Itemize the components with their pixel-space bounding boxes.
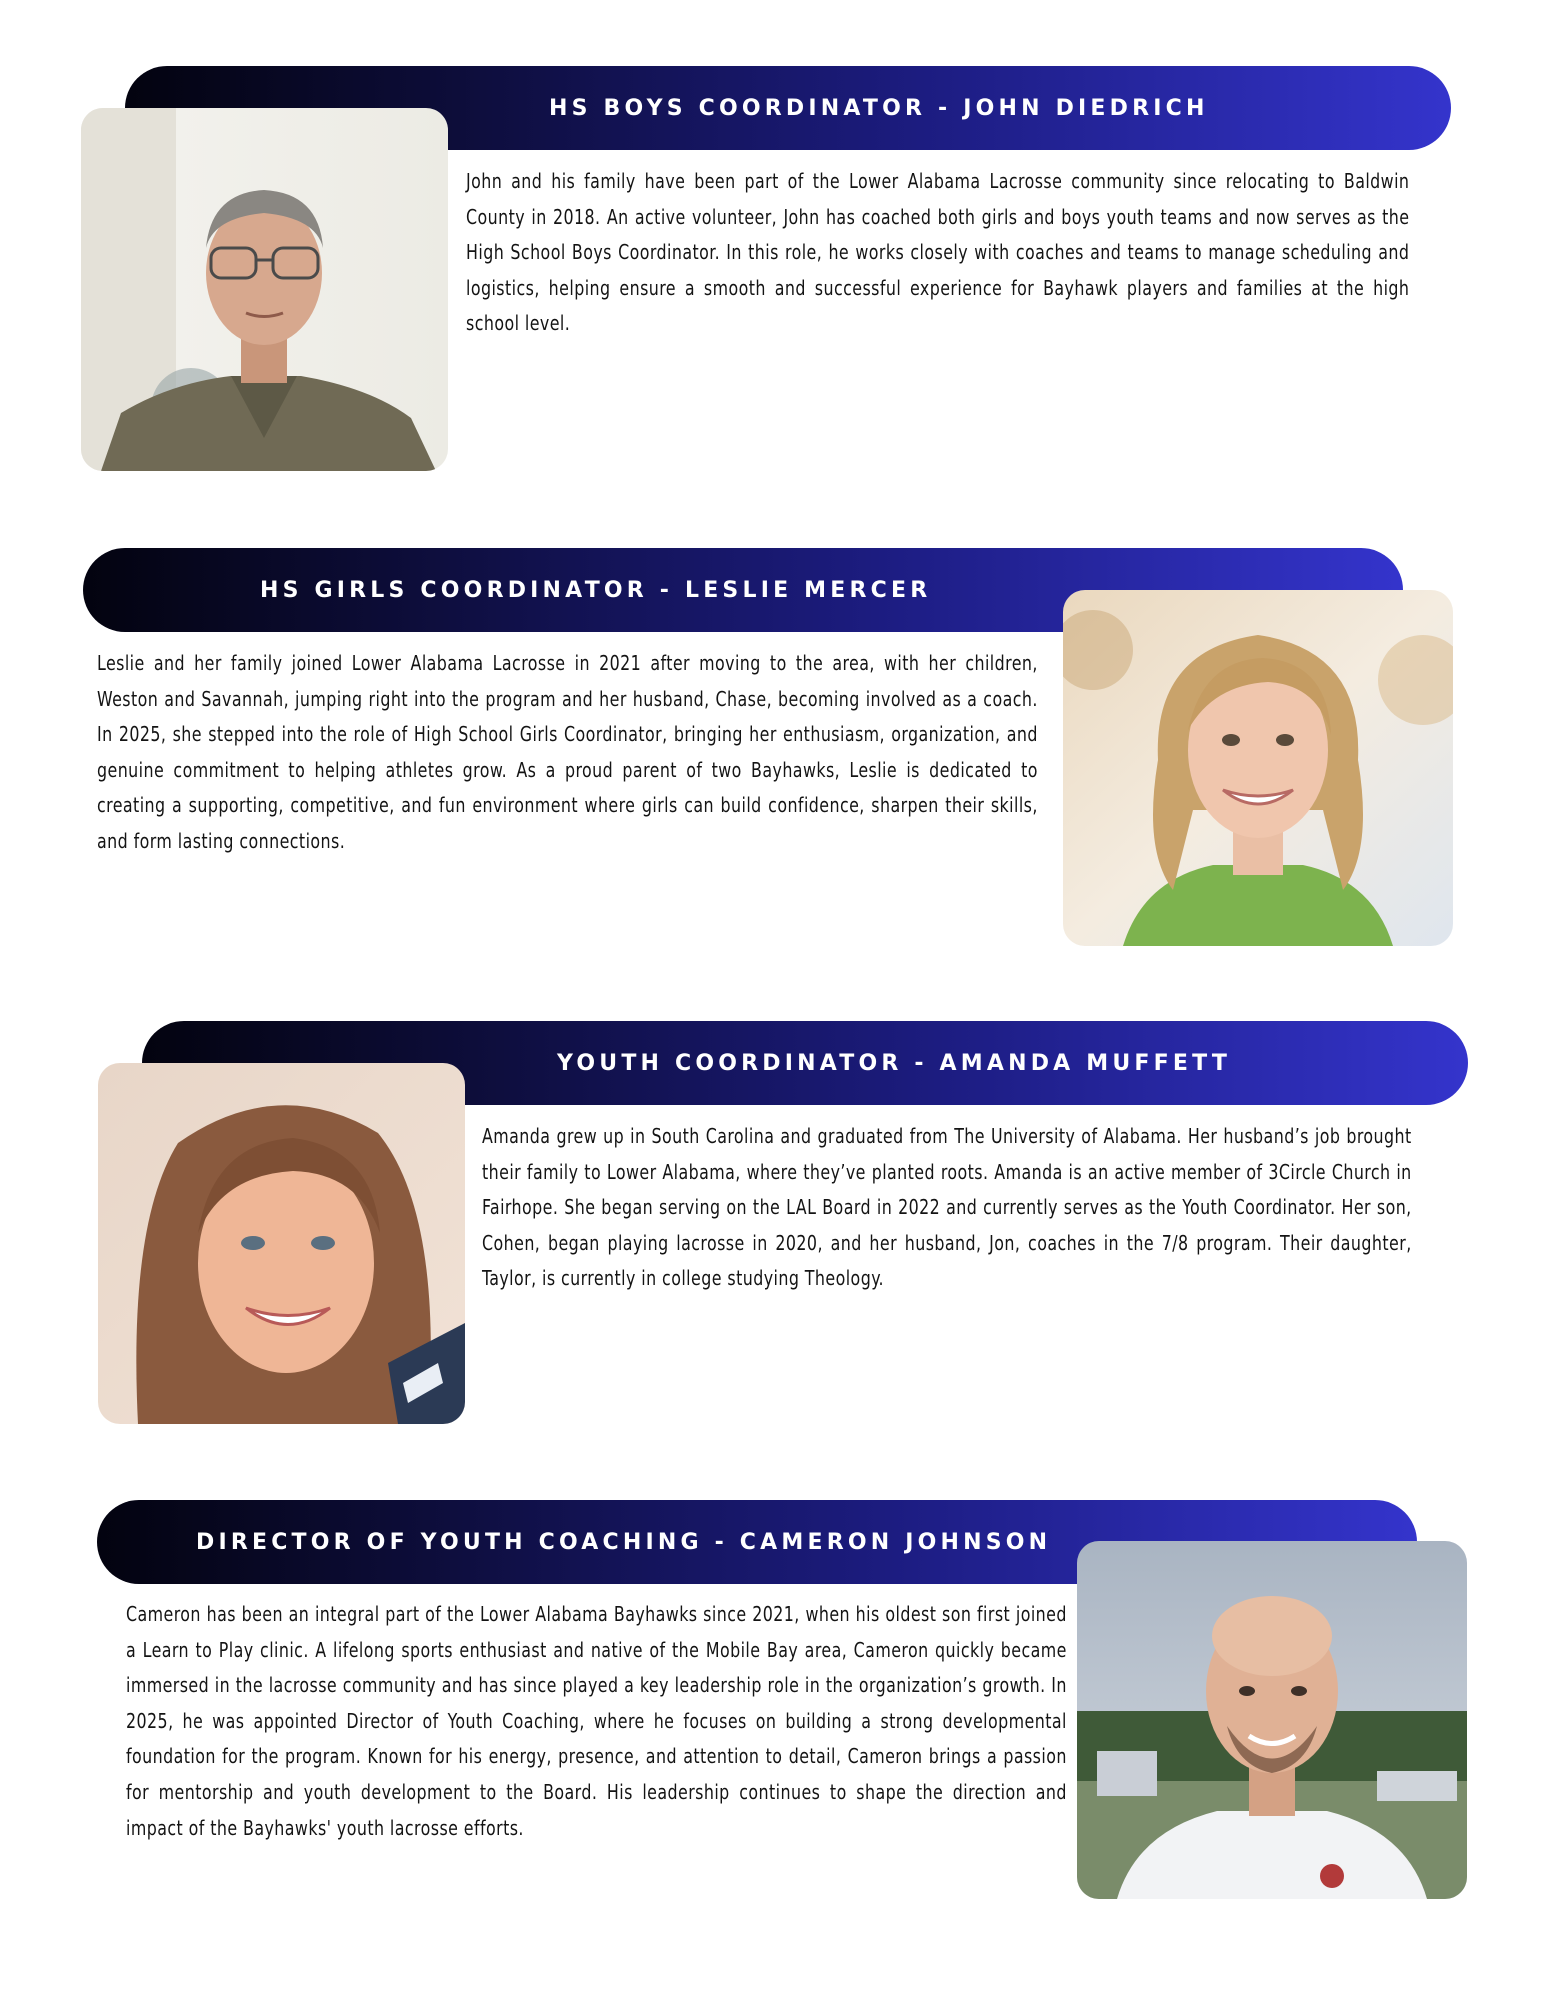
section-title: YOUTH COORDINATOR - AMANDA MUFFETT xyxy=(557,1050,1232,1076)
profile-photo-cameron-johnson xyxy=(1077,1541,1467,1899)
section-title: DIRECTOR OF YOUTH COACHING - CAMERON JOHNSON xyxy=(196,1529,1052,1555)
profile-photo-john-diedrich xyxy=(81,108,448,471)
bio-john-diedrich: John and his family have been part of the Lower Alabama Lacrosse community since relocating to Baldwin County in 2018. An active volunteer, John has coached both girls and boys youth teams and now serves as the High School Boys Coordinator. In this role, he works closely with coaches and teams to manage scheduling and logistics, helping ensure a smooth and successful experience for Bayhawk players and families at the high school level. xyxy=(466,169,1410,336)
profile-photo-leslie-mercer xyxy=(1063,590,1453,946)
bio-leslie-mercer: Leslie and her family joined Lower Alabama Lacrosse in 2021 after moving to the area, with her children, Weston and Savannah, jumping right into the program and her husband, Chase, becoming involved as a coach. In 2025, she stepped into the role of High School Girls Coordinator, bringing her enthusiasm, organization, and genuine commitment to helping athletes grow. As a proud parent of two Bayhawks, Leslie is dedicated to creating a supporting, competitive, and fun environment where girls can build confidence, sharpen their skills, and form lasting connections. xyxy=(97,651,1038,853)
bio-amanda-muffett: Amanda grew up in South Carolina and graduated from The University of Alabama. Her husband’s job brought their family to Lower Alabama, where they’ve planted roots. Amanda is an active member of 3Circle Church in Fairhope. She began serving on the LAL Board in 2022 and currently serves as the Youth Coordinator. Her son, Cohen, began playing lacrosse in 2020, and her husband, Jon, coaches in the 7/8 program. Their daughter, Taylor, is currently in college studying Theology. xyxy=(482,1124,1412,1291)
section-title: HS GIRLS COORDINATOR - LESLIE MERCER xyxy=(260,577,932,603)
profile-photo-amanda-muffett xyxy=(98,1063,465,1424)
section-title: HS BOYS COORDINATOR - JOHN DIEDRICH xyxy=(549,95,1209,121)
bio-cameron-johnson: Cameron has been an integral part of the Lower Alabama Bayhawks since 2021, when his oldest son first joined a Learn to Play clinic. A lifelong sports enthusiast and native of the Mobile Bay area, Cameron quickly became immersed in the lacrosse community and has since played a key leadership role in the organization’s growth. In 2025, he was appointed Director of Youth Coaching, where he focuses on building a strong developmental foundation for the program. Known for his energy, presence, and attention to detail, Cameron brings a passion for mentorship and youth development to the Board. His leadership continues to shape the direction and impact of the Bayhawks' youth lacrosse efforts. xyxy=(126,1602,1067,1840)
